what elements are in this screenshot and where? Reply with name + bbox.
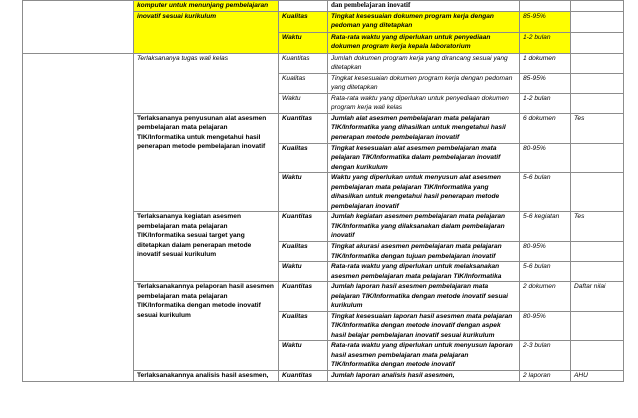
- goal-cell: Terlaksanakannya analisis hasil asesmen,: [134, 370, 279, 381]
- note-cell: Daftar nilai: [571, 282, 624, 312]
- target-cell: 80-95%: [520, 311, 571, 341]
- performance-target-table: [22, 0, 624, 382]
- indicator-cell: Jumlah kegiatan asesmen pembelajaran mata pelajaran TIK/Informatika yang dilaksanakan dalam pembelajaran inovatif: [328, 212, 520, 242]
- note-cell: [571, 242, 624, 262]
- type-cell: Waktu: [279, 173, 328, 212]
- indicator-cell: Rata-rata waktu yang diperlukan untuk menyusun laporan hasil asesmen pembelajaran mata pelajaran TIK/Informatika dengan metode inovatif: [328, 341, 520, 371]
- type-cell: Waktu: [279, 93, 328, 113]
- type-cell: Kualitas: [279, 73, 328, 93]
- target-cell: 6 dokumen: [520, 113, 571, 143]
- note-cell: [571, 32, 624, 53]
- type-cell: Kuantitas: [279, 212, 328, 242]
- goal-cell: komputer untuk menunjang pembelajaran: [134, 1, 279, 12]
- indicator-cell: Rata-rata waktu yang diperlukan untuk penyediaan dokumen program kerja wali kelas: [328, 93, 520, 113]
- goal-cell: inovatif sesuai kurikulum: [134, 11, 279, 53]
- target-cell: 1 dokumen: [520, 53, 571, 73]
- indicator-cell: Waktu yang diperlukan untuk menyusun alat asesmen pembelajaran mata pelajaran TIK/Informatika yang dihasilkan untuk mengetahui hasil penerapan metode pembelajaran inovatif: [328, 173, 520, 212]
- indicator-cell: Tingkat kesesuaian dokumen program kerja dengan pedoman yang ditetapkan: [328, 11, 520, 32]
- note-cell: [571, 11, 624, 32]
- target-cell: 85-95%: [520, 73, 571, 93]
- note-cell: [571, 143, 624, 173]
- note-cell: [571, 73, 624, 93]
- goal-cell: Terlaksananya tugas wali kelas: [134, 53, 279, 113]
- target-cell: 80-95%: [520, 242, 571, 262]
- type-cell: Kuantitas: [279, 113, 328, 143]
- goal-cell: Terlaksanakannya pelaporan hasil asesmen pembelajaran mata pelajaran TIK/Informatika dengan metode inovatif sesuai kurikulum: [134, 282, 279, 371]
- goal-cell: Terlaksananya penyusunan alat asesmen pembelajaran mata pelajaran TIK/Informatika untuk mengetahui hasil penerapan metode pembelajaran inovatif: [134, 113, 279, 212]
- type-cell: Waktu: [279, 262, 328, 282]
- table-row: [23, 1, 624, 12]
- target-cell: 1-2 bulan: [520, 93, 571, 113]
- type-cell: Kualitas: [279, 311, 328, 341]
- indicator-cell: dan pembelajaran inovatif: [328, 1, 520, 12]
- indicator-cell: Tingkat kesesuaian alat asesmen pembelajaran mata pelajaran TIK/Informatika dalam pembelajaran inovatif dengan kurikulum: [328, 143, 520, 173]
- note-cell: [571, 53, 624, 73]
- empty-cell: [23, 1, 134, 54]
- indicator-cell: Tingkat kesesuaian dokumen program kerja dengan pedoman yang ditetapkan: [328, 73, 520, 93]
- table-row: [23, 53, 624, 73]
- note-cell: AHU: [571, 370, 624, 381]
- target-cell: 85-95%: [520, 11, 571, 32]
- type-cell: Kualitas: [279, 143, 328, 173]
- goal-cell: Terlaksananya kegiatan asesmen pembelajaran mata pelajaran TIK/Informatika sesuai target yang ditetapkan dalam penerapan metode inovatif sesuai kurikulum: [134, 212, 279, 282]
- type-cell: Kuantitas: [279, 370, 328, 381]
- indicator-cell: Jumlah laporan analisis hasil asesmen,: [328, 370, 520, 381]
- type-cell: [279, 1, 328, 12]
- note-cell: [571, 1, 624, 12]
- note-cell: [571, 262, 624, 282]
- note-cell: Tes: [571, 113, 624, 143]
- target-cell: 80-95%: [520, 143, 571, 173]
- note-cell: [571, 341, 624, 371]
- target-cell: 1-2 bulan: [520, 32, 571, 53]
- target-cell: 2 dokumen: [520, 282, 571, 312]
- target-cell: [520, 1, 571, 12]
- empty-cell: [23, 53, 134, 381]
- target-cell: 2 laporan: [520, 370, 571, 381]
- type-cell: Waktu: [279, 341, 328, 371]
- type-cell: Waktu: [279, 32, 328, 53]
- indicator-cell: Jumlah alat asesmen pembelajaran mata pelajaran TIK/Informatika yang dihasilkan untuk mengetahui hasil penerapan metode pembelajaran inovatif: [328, 113, 520, 143]
- indicator-cell: Rata-rata waktu yang diperlukan untuk melaksanakan asesmen pembelajaran mata pelajaran TIK/Informatika: [328, 262, 520, 282]
- target-cell: 2-3 bulan: [520, 341, 571, 371]
- indicator-cell: Tingkat akurasi asesmen pembelajaran mata pelajaran TIK/Informatika dengan tujuan pembelajaran inovatif: [328, 242, 520, 262]
- target-cell: 5-6 kegiatan: [520, 212, 571, 242]
- type-cell: Kualitas: [279, 242, 328, 262]
- target-cell: 5-6 bulan: [520, 262, 571, 282]
- indicator-cell: Tingkat kesesuaian laporan hasil asesmen mata pelajaran TIK/Informatika dengan metode inovatif dengan aspek hasil belajar pembelajaran inovatif sesuai kurikulum: [328, 311, 520, 341]
- note-cell: [571, 311, 624, 341]
- note-cell: [571, 173, 624, 212]
- type-cell: Kuantitas: [279, 53, 328, 73]
- type-cell: Kuantitas: [279, 282, 328, 312]
- target-cell: 5-6 bulan: [520, 173, 571, 212]
- indicator-cell: Jumlah laporan hasil asesmen pembelajaran mata pelajaran TIK/Informatika dengan metode inovatif sesuai kurikulum: [328, 282, 520, 312]
- note-cell: Tes: [571, 212, 624, 242]
- indicator-cell: Jumlah dokumen program kerja yang dirancang sesuai yang ditetapkan: [328, 53, 520, 73]
- indicator-cell: Rata-rata waktu yang diperlukan untuk penyediaan dokumen program kerja kepala laboratorium: [328, 32, 520, 53]
- note-cell: [571, 93, 624, 113]
- type-cell: Kualitas: [279, 11, 328, 32]
